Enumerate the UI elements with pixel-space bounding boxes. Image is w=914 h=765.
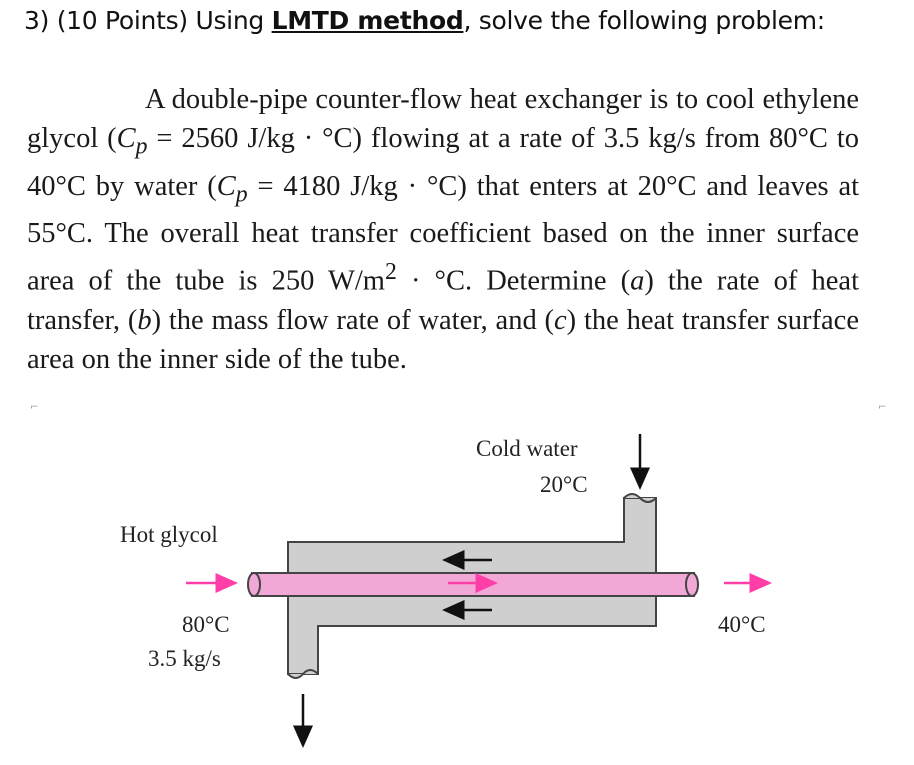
inner-tube-inlet-end [248,573,260,596]
hot-outlet-temp: 40°C [718,612,766,637]
question-lead: Using [195,6,264,35]
question-tail: , solve the following problem: [463,6,825,35]
heat-exchanger-figure [0,420,914,760]
cold-water-temp: 20°C [540,472,588,497]
hot-glycol-label: Hot glycol [120,522,218,547]
heat-exchanger-diagram [0,420,914,760]
problem-paragraph: A double-pipe counter-flow heat exchanger is to cool ethylene glycol ($C_p = 2560$ J/kg · °C) flowing at a rate of 3.5 kg/s from 80°C to 40°C by water ($C_p = 4180$ J/kg · °C) that enters at 20°C and leaves at 55°C. The overall heat transfer coefficient based on the inner surface area of the tube is 250 $W/m^2 \cdot ^\circ C$. Determine (a) the rate of heat transfer, (b) the mass flow rate of water, and (c) the heat transfer surface area on the inner side of the tube. [27,84,860,375]
inner-tube-outlet-end [686,573,698,596]
cold-water-label: Cold water [476,436,578,461]
inner-tube [252,573,694,596]
scan-mark: ⌐ [878,402,887,413]
scan-mark: ⌐ [30,402,39,413]
method-name: LMTD method [271,6,464,35]
problem-statement [27,80,859,379]
hot-flow-rate: 3.5 kg/s [148,646,221,671]
question-header [24,6,825,35]
question-number: 3) [24,6,50,35]
hot-inlet-temp: 80°C [182,612,230,637]
question-points: (10 Points) [56,6,188,35]
